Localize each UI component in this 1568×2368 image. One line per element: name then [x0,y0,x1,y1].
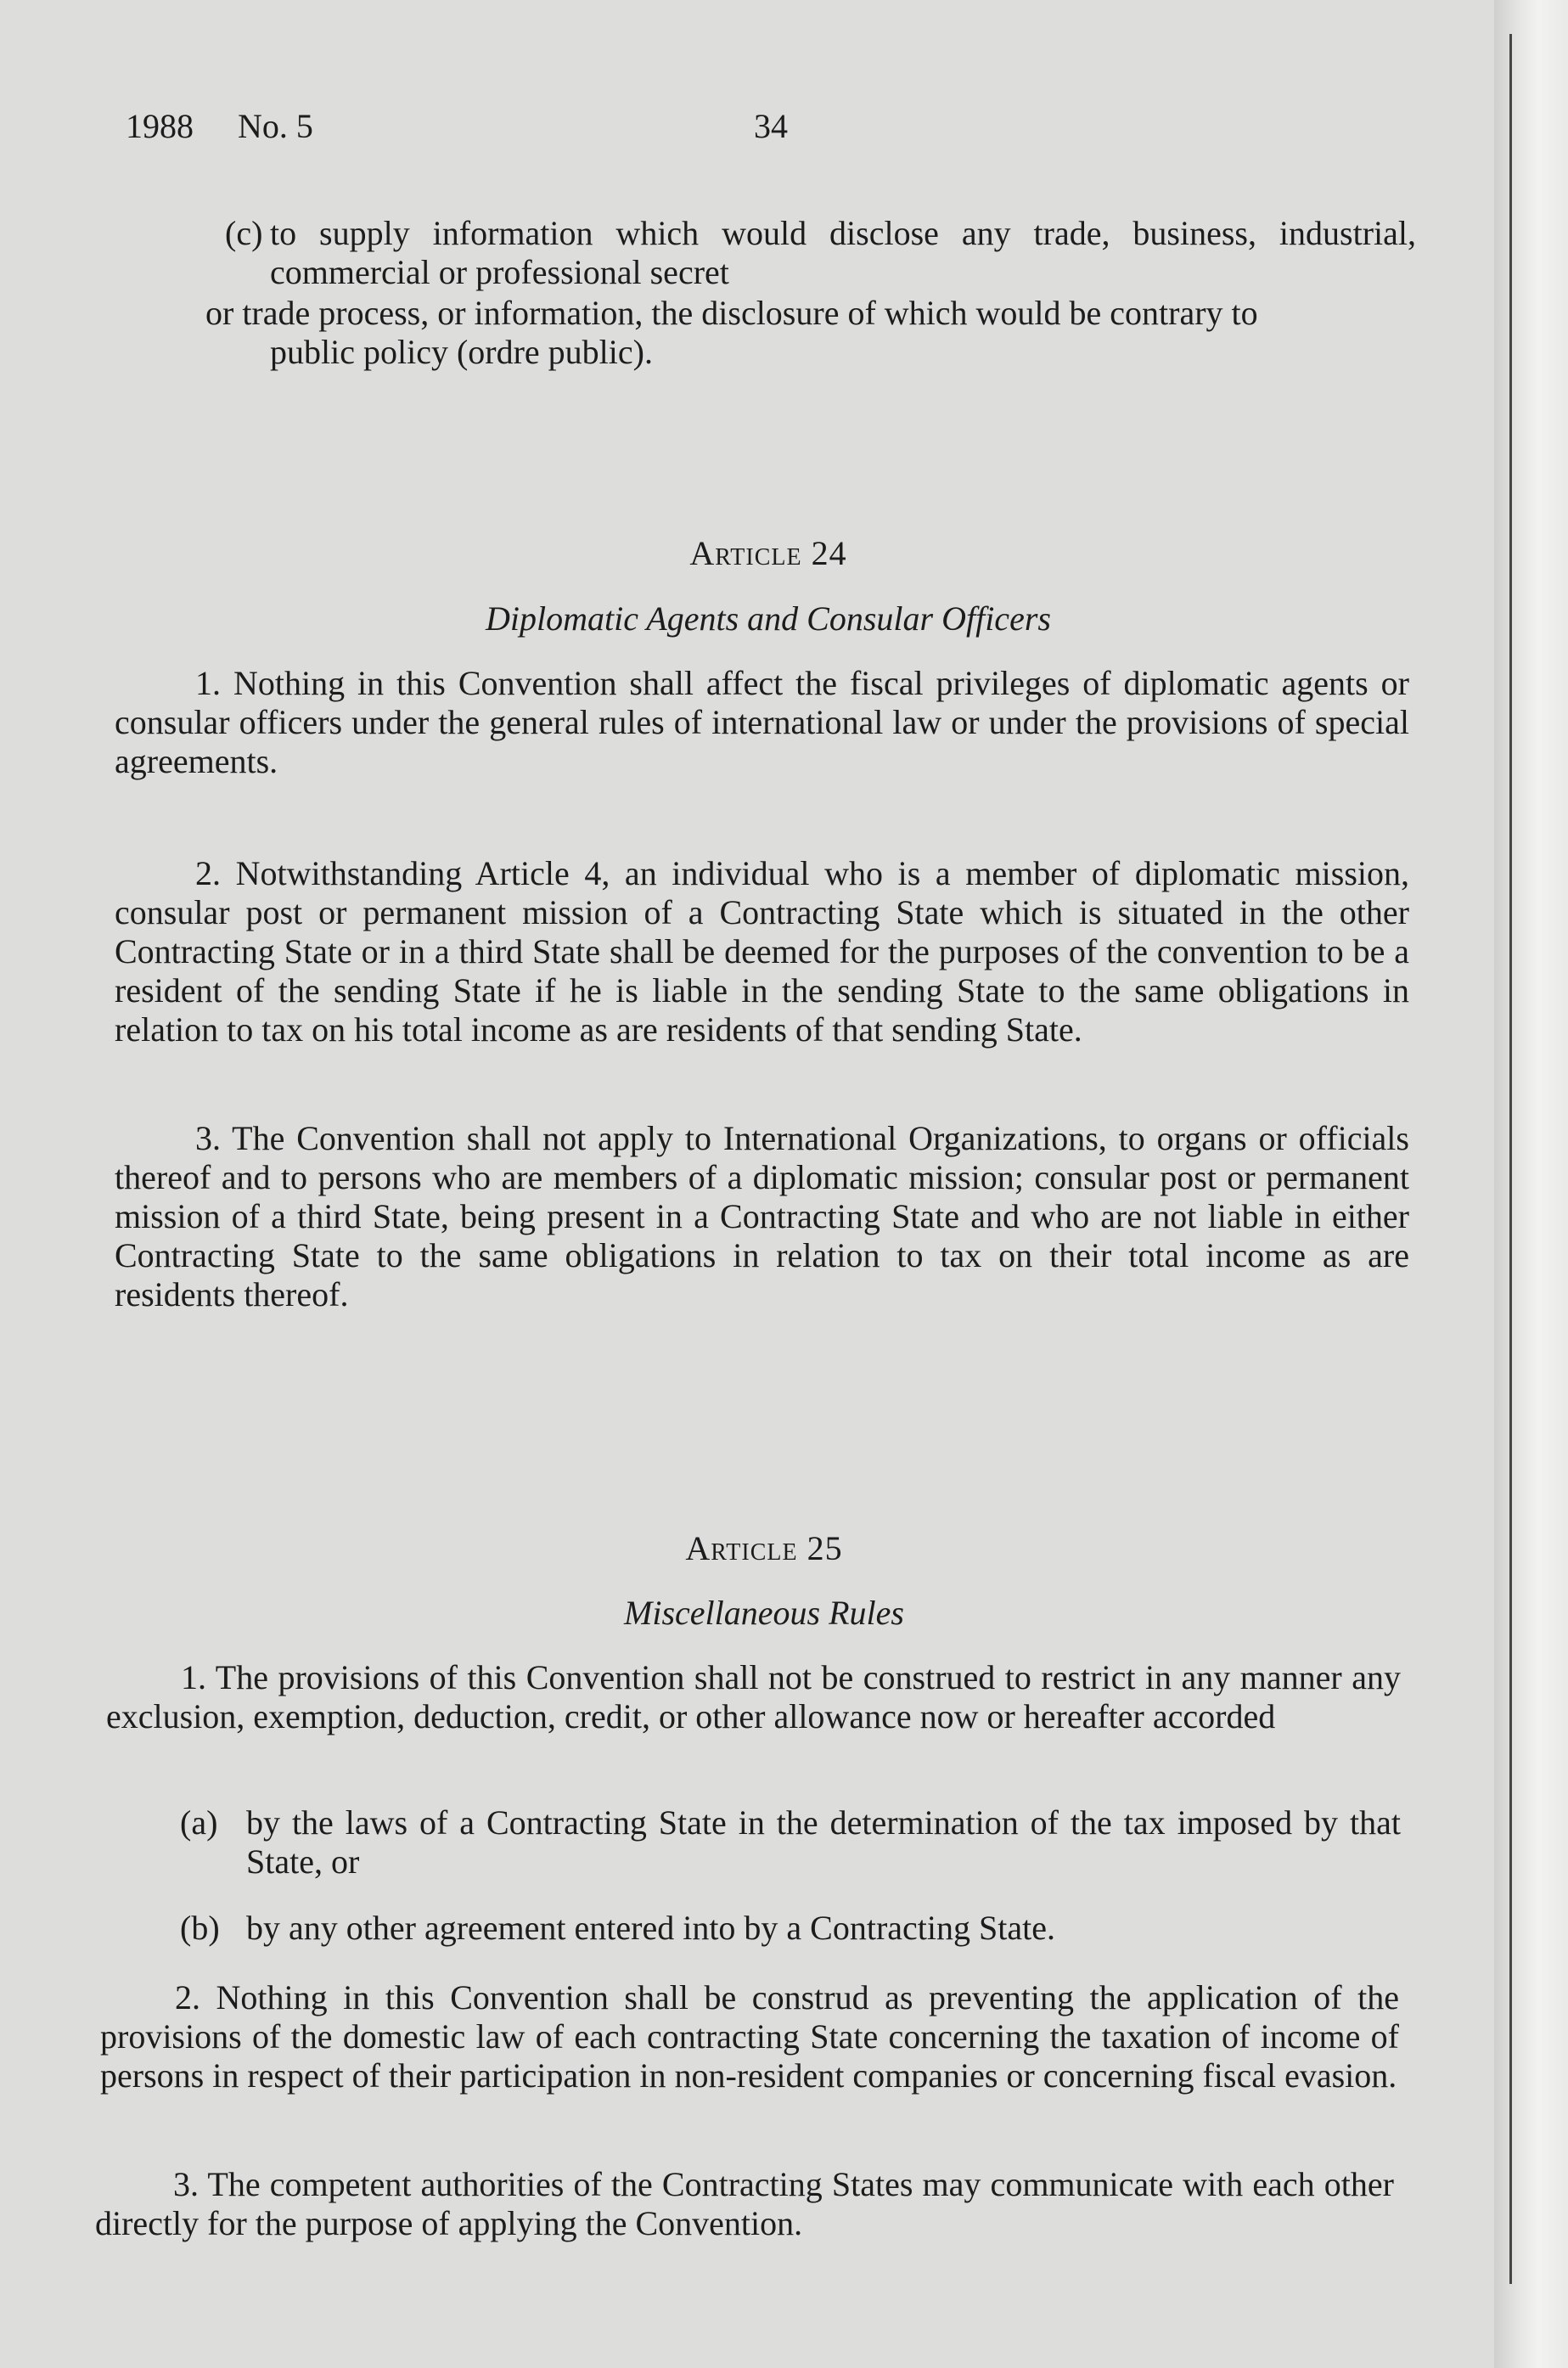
page-header [126,106,1399,157]
article-24-heading [344,533,1193,573]
article-24-heading-text: Article 24 [689,534,847,572]
article-25-para-3: 3. The competent authorities of the Contracting States may communicate with each other directly for the purpose of applying the Convention. [95,2165,1394,2242]
item-b-text: by any other agreement entered into by a Contracting State. [246,1909,1056,1947]
article-24-para-2: 2. Notwithstanding Article 4, an individual who is a member of diplomatic mission, consular post or permanent mission of a Contracting State which is situated in the other Contracting State or in a third State shall be deemed for the purposes of the convention to be a resident of the sending State if he is liable in the sending State to the same obligations in relation to tax on his total income as are residents of that sending State. [115,854,1409,1049]
binding-line [1509,34,1512,2284]
article-25-para-2: 2. Nothing in this Convention shall be construd as preventing the application of the provisions of the domestic law of each contracting State concerning the taxation of income of persons in respect of their participation in non-resident companies or concerning fiscal evasion. [100,1978,1399,2095]
article-25-heading-text: Article 25 [685,1529,843,1567]
item-c-continuation-end: public policy (ordre public). [270,333,653,371]
article-24-para-1: 1. Nothing in this Convention shall affect the fiscal privileges of diplomatic agents or consular officers under the general rules of international law or under the provisions of special agreements. [115,664,1409,780]
article-25-para-1: 1. The provisions of this Convention shall not be construed to restrict in any manner any exclusion, exemption, deduction, credit, or other allowance now or hereafter accorded [106,1658,1401,1735]
article-25-subtitle: Miscellaneous Rules [624,1594,904,1632]
item-a-label: (a) [180,1803,218,1842]
item-b-label: (b) [180,1909,220,1947]
header-number: No. 5 [238,107,313,145]
header-year: 1988 [126,107,194,145]
item-c-label: (c) [225,214,263,252]
article-24-subtitle: Diplomatic Agents and Consular Officers [486,599,1051,638]
page-edge [1494,0,1568,2368]
item-c-continuation: or trade process, or information, the disclosure of which would be contrary to [205,294,1258,332]
item-a-text: by the laws of a Contracting State in the determination of the tax imposed by that State, or [246,1803,1401,1881]
item-c-text: to supply information which would disclose any trade, business, industrial, commercial or professional secret [270,214,1416,291]
article-24-para-3: 3. The Convention shall not apply to International Organizations, to organs or officials thereof and to persons who are members of a diplomatic mission; consular post or permanent mission of a third State, being present in a Contracting State and who are not liable in either Contracting State to the same obligations in relation to tax on their total income as are residents thereof. [115,1119,1409,1313]
article-25-heading [340,1528,1189,1568]
page-number: 34 [754,107,788,145]
